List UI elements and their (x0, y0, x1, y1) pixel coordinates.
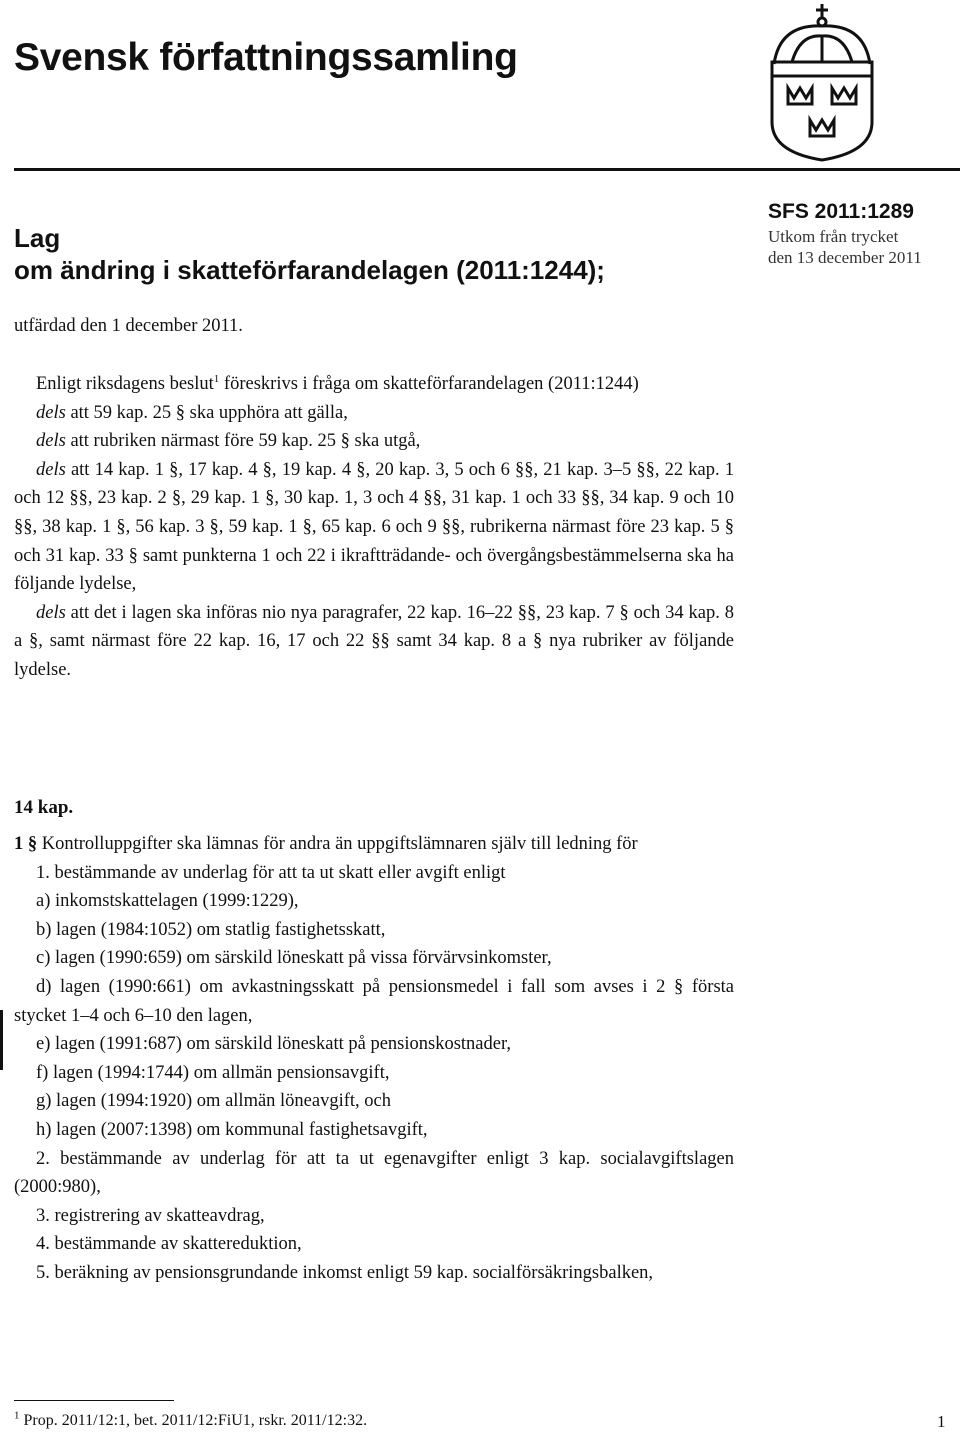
intro-text-b: föreskrivs i fråga om skatteförfarandelagen (2011:1244) (219, 374, 639, 394)
footnote-mark: 1 (14, 1409, 20, 1422)
list-item: 2. bestämmande av underlag för att ta ut egenavgifter enligt 3 kap. socialavgiftslagen (2000:980), (14, 1148, 734, 1198)
footnote (14, 1409, 368, 1430)
dels-text-3: att 14 kap. 1 §, 17 kap. 4 §, 19 kap. 4 §, 20 kap. 3, 5 och 6 §§, 21 kap. 3–5 §§, 22 kap. 1 och 12 §§, 23 kap. 2 §, 29 kap. 1 §, 30 kap. 1, 3 och 4 §§, 31 kap. 1 och 33 §§, 34 kap. 9 och 10 §§, 38 kap. 1 §, 56 kap. 3 §, 59 kap. 1 §, 65 kap. 6 och 9 §§, rubrikerna närmast före 23 kap. 5 § och 31 kap. 33 § samt punkterna 1 och 22 i ikraftträdande- och övergångsbestämmelserna ska ha följande lydelse, (14, 459, 734, 595)
sfs-number: SFS 2011:1289 (768, 200, 914, 223)
header-rule (14, 168, 960, 171)
section-text: Kontrolluppgifter ska lämnas för andra än uppgiftslämnaren själv till ledning för (37, 834, 638, 854)
dels-label: dels (36, 459, 66, 480)
list-item: 1. bestämmande av underlag för att ta ut skatt eller avgift enligt (36, 862, 506, 883)
list-item: e) lagen (1991:687) om särskild löneskatt på pensionskostnader, (36, 1034, 512, 1055)
list-item: g) lagen (1994:1920) om allmän löneavgift, och (36, 1091, 392, 1112)
law-title-line2: om ändring i skatteförfarandelagen (2011:1244); (14, 255, 605, 285)
sfs-printed-label: Utkom från trycket (768, 227, 899, 246)
list-item: 4. bestämmande av skattereduktion, (36, 1234, 302, 1255)
list-item: a) inkomstskattelagen (1999:1229), (36, 891, 299, 912)
dels-label: dels (36, 602, 66, 623)
three-crowns-emblem-icon (752, 2, 892, 162)
issued-date: utfärdad den 1 december 2011. (14, 316, 243, 336)
chapter-title: 14 kap. (14, 797, 74, 818)
dels-text-1: att 59 kap. 25 § ska upphöra att gälla, (65, 402, 348, 423)
dels-item-4 (14, 599, 734, 685)
law-title-line1: Lag (14, 223, 61, 253)
intro-text (14, 370, 734, 685)
list-item: d) lagen (1990:661) om avkastningsskatt på pensionsmedel i fall som avses i 2 § första stycket 1–4 och 6–10 den lagen, (14, 976, 734, 1026)
footnote-text: Prop. 2011/12:1, bet. 2011/12:FiU1, rskr. 2011/12:32. (19, 1412, 368, 1429)
intro-paragraph (14, 370, 734, 399)
dels-label: dels (36, 431, 66, 452)
list-item: h) lagen (2007:1398) om kommunal fastighetsavgift, (36, 1119, 428, 1140)
change-bar (0, 1010, 3, 1070)
dels-item-1 (14, 399, 734, 428)
sfs-printed-date: den 13 december 2011 (768, 248, 922, 267)
dels-text-2: att rubriken närmast före 59 kap. 25 § ska utgå, (65, 431, 421, 452)
law-title (14, 222, 605, 286)
footnote-ref: 1 (213, 372, 220, 385)
sfs-block (768, 198, 922, 268)
series-title: Svensk författningssamling (14, 36, 518, 79)
section-label: 1 § (14, 834, 38, 854)
page-number: 1 (937, 1412, 946, 1431)
footnote-rule (14, 1400, 174, 1401)
list-item: 5. beräkning av pensionsgrundande inkomst enligt 59 kap. socialförsäkringsbalken, (36, 1262, 654, 1283)
chapter-section (14, 794, 734, 1288)
list-item: b) lagen (1984:1052) om statlig fastighetsskatt, (36, 919, 386, 940)
section-intro (14, 830, 734, 859)
list-item: f) lagen (1994:1744) om allmän pensionsavgift, (36, 1062, 390, 1083)
dels-item-3 (14, 456, 734, 599)
dels-item-2 (14, 427, 734, 456)
list-item: 3. registrering av skatteavdrag, (36, 1205, 265, 1226)
list-item: c) lagen (1990:659) om särskild löneskatt på vissa förvärvsinkomster, (36, 948, 552, 969)
intro-text-a: Enligt riksdagens beslut (36, 374, 214, 394)
dels-text-4: att det i lagen ska införas nio nya paragrafer, 22 kap. 16–22 §§, 23 kap. 7 § och 34 kap. 8 a §, samt närmast före 22 kap. 16, 17 och 22 §§ samt 34 kap. 8 a § nya rubriker av följande lydelse. (14, 602, 734, 680)
dels-label: dels (36, 402, 66, 423)
